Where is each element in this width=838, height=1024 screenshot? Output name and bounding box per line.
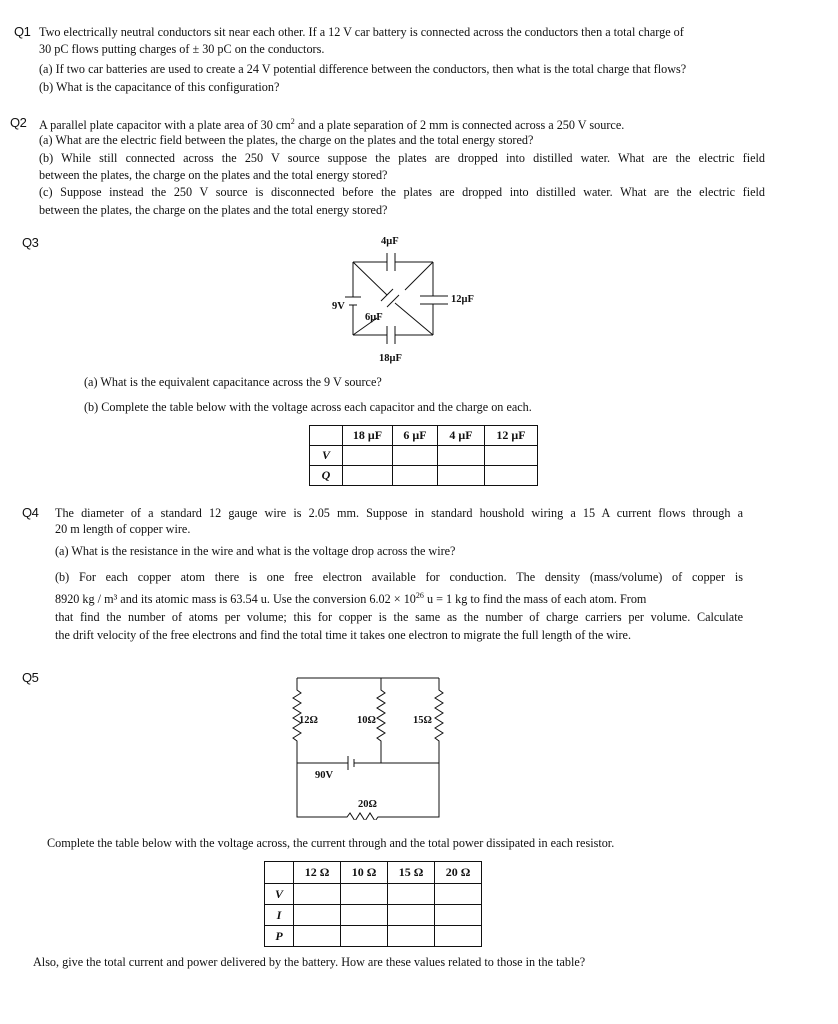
q2-part-b-line2: between the plates, the charge on the plates and the total energy stored? xyxy=(39,168,388,182)
q5-cell[interactable] xyxy=(341,926,388,947)
q3-header-6uF: 6 μF xyxy=(393,426,438,446)
q3-label-9V: 9V xyxy=(332,301,345,312)
q5-row-label-P: P xyxy=(265,926,294,947)
q3-row-label-Q: Q xyxy=(310,466,343,486)
q5-label-15ohm: 15Ω xyxy=(413,715,432,726)
q3-label-6uF: 6μF xyxy=(365,312,383,323)
q5-cell[interactable] xyxy=(341,905,388,926)
q4-part-b-line1: (b) For each copper atom there is one free electron available for conduction. The density (mass/volume) of copper is xyxy=(55,570,743,584)
q3-row-label-V: V xyxy=(310,446,343,466)
q5-cell[interactable] xyxy=(341,884,388,905)
q3-cell[interactable] xyxy=(438,446,485,466)
q4-part-a: (a) What is the resistance in the wire and what is the voltage drop across the wire? xyxy=(55,544,456,558)
q2-number: Q2 xyxy=(10,115,27,130)
q3-label-4uF: 4μF xyxy=(381,236,399,247)
q5-cell[interactable] xyxy=(388,905,435,926)
q3-number: Q3 xyxy=(22,235,39,250)
q5-number: Q5 xyxy=(22,670,39,685)
q3-part-a: (a) What is the equivalent capacitance across the 9 V source? xyxy=(84,375,382,389)
q5-resistor-circuit xyxy=(285,670,455,820)
q3-label-18uF: 18μF xyxy=(379,353,402,364)
q5-cell[interactable] xyxy=(294,905,341,926)
q4-part-b-line3: that find the number of atoms per volume; this for copper is the same as the number of charge carriers per volume. Calculate xyxy=(55,610,743,624)
q5-cell[interactable] xyxy=(435,905,482,926)
q3-header-18uF: 18 μF xyxy=(343,426,393,446)
q3-part-b: (b) Complete the table below with the voltage across each capacitor and the charge on each. xyxy=(84,400,532,414)
q4-part-b-line4: the drift velocity of the free electrons and find the total time it takes one electron to migrate the full length of the wire. xyxy=(55,628,631,642)
q1-part-b: (b) What is the capacitance of this configuration? xyxy=(39,80,280,94)
q1-line2: 30 pC flows putting charges of ± 30 pC on the conductors. xyxy=(39,42,325,56)
q5-header-15ohm: 15 Ω xyxy=(388,862,435,884)
q5-cell[interactable] xyxy=(294,884,341,905)
q3-cell[interactable] xyxy=(343,466,393,486)
q5-answer-table xyxy=(264,861,482,947)
q5-header-20ohm: 20 Ω xyxy=(435,862,482,884)
q3-header-12uF: 12 μF xyxy=(485,426,538,446)
q2-part-b-line1: (b) While still connected across the 250 V source suppose the plates are dropped into distilled water. What are the electric field xyxy=(39,151,765,165)
q1-number: Q1 xyxy=(14,24,31,39)
q3-cell[interactable] xyxy=(485,446,538,466)
q5-header-12ohm: 12 Ω xyxy=(294,862,341,884)
q5-label-12ohm: 12Ω xyxy=(299,715,318,726)
q5-cell[interactable] xyxy=(294,926,341,947)
q3-cell[interactable] xyxy=(393,446,438,466)
q5-cell[interactable] xyxy=(435,884,482,905)
q5-cell[interactable] xyxy=(435,926,482,947)
q1-line1: Two electrically neutral conductors sit near each other. If a 12 V car battery is connected across the conductors then a total charge of xyxy=(39,25,684,39)
q4-line1: The diameter of a standard 12 gauge wire is 2.05 mm. Suppose in standard houshold wiring a 15 A current flows through a xyxy=(55,506,743,520)
q3-capacitor-circuit xyxy=(325,228,495,368)
q5-instruction: Complete the table below with the voltage across, the current through and the total power dissipated in each resistor. xyxy=(47,836,615,850)
q5-final-question: Also, give the total current and power delivered by the battery. How are these values related to those in the table? xyxy=(33,955,586,969)
q2-part-c-line2: between the plates, the charge on the plates and the total energy stored? xyxy=(39,203,388,217)
q3-table-corner xyxy=(310,426,343,446)
q3-cell[interactable] xyxy=(438,466,485,486)
q2-part-a: (a) What are the electric field between the plates, the charge on the plates and the total energy stored? xyxy=(39,133,534,147)
q5-header-10ohm: 10 Ω xyxy=(341,862,388,884)
q2-part-c-line1: (c) Suppose instead the 250 V source is disconnected before the plates are dropped into distilled water. What are the electric field xyxy=(39,185,765,199)
q3-cell[interactable] xyxy=(393,466,438,486)
q5-cell[interactable] xyxy=(388,884,435,905)
q3-cell[interactable] xyxy=(485,466,538,486)
q3-cell[interactable] xyxy=(343,446,393,466)
q4-part-b-line2: 8920 kg / m³ and its atomic mass is 63.54 u. Use the conversion $6.02 \times 10^{26}$ u = 1 kg to find the mass of each atom. From xyxy=(55,591,647,607)
q3-label-12uF: 12μF xyxy=(451,294,474,305)
q5-row-label-V: V xyxy=(265,884,294,905)
q4-number: Q4 xyxy=(22,505,39,520)
q3-answer-table xyxy=(309,425,538,486)
q3-header-4uF: 4 μF xyxy=(438,426,485,446)
q1-part-a: (a) If two car batteries are used to create a 24 V potential difference between the conductors, then what is the total charge that flows? xyxy=(39,62,687,76)
q5-label-20ohm: 20Ω xyxy=(358,799,377,810)
q5-label-90V: 90V xyxy=(315,770,334,781)
q5-row-label-I: I xyxy=(265,905,294,926)
q5-label-10ohm: 10Ω xyxy=(357,715,376,726)
q4-line2: 20 m length of copper wire. xyxy=(55,522,191,536)
q5-table-corner xyxy=(265,862,294,884)
q2-line1: A parallel plate capacitor with a plate area of 30 $cm^2$ and a plate separation of 2 mm is connected across a 250 V source. xyxy=(39,117,625,133)
q5-cell[interactable] xyxy=(388,926,435,947)
